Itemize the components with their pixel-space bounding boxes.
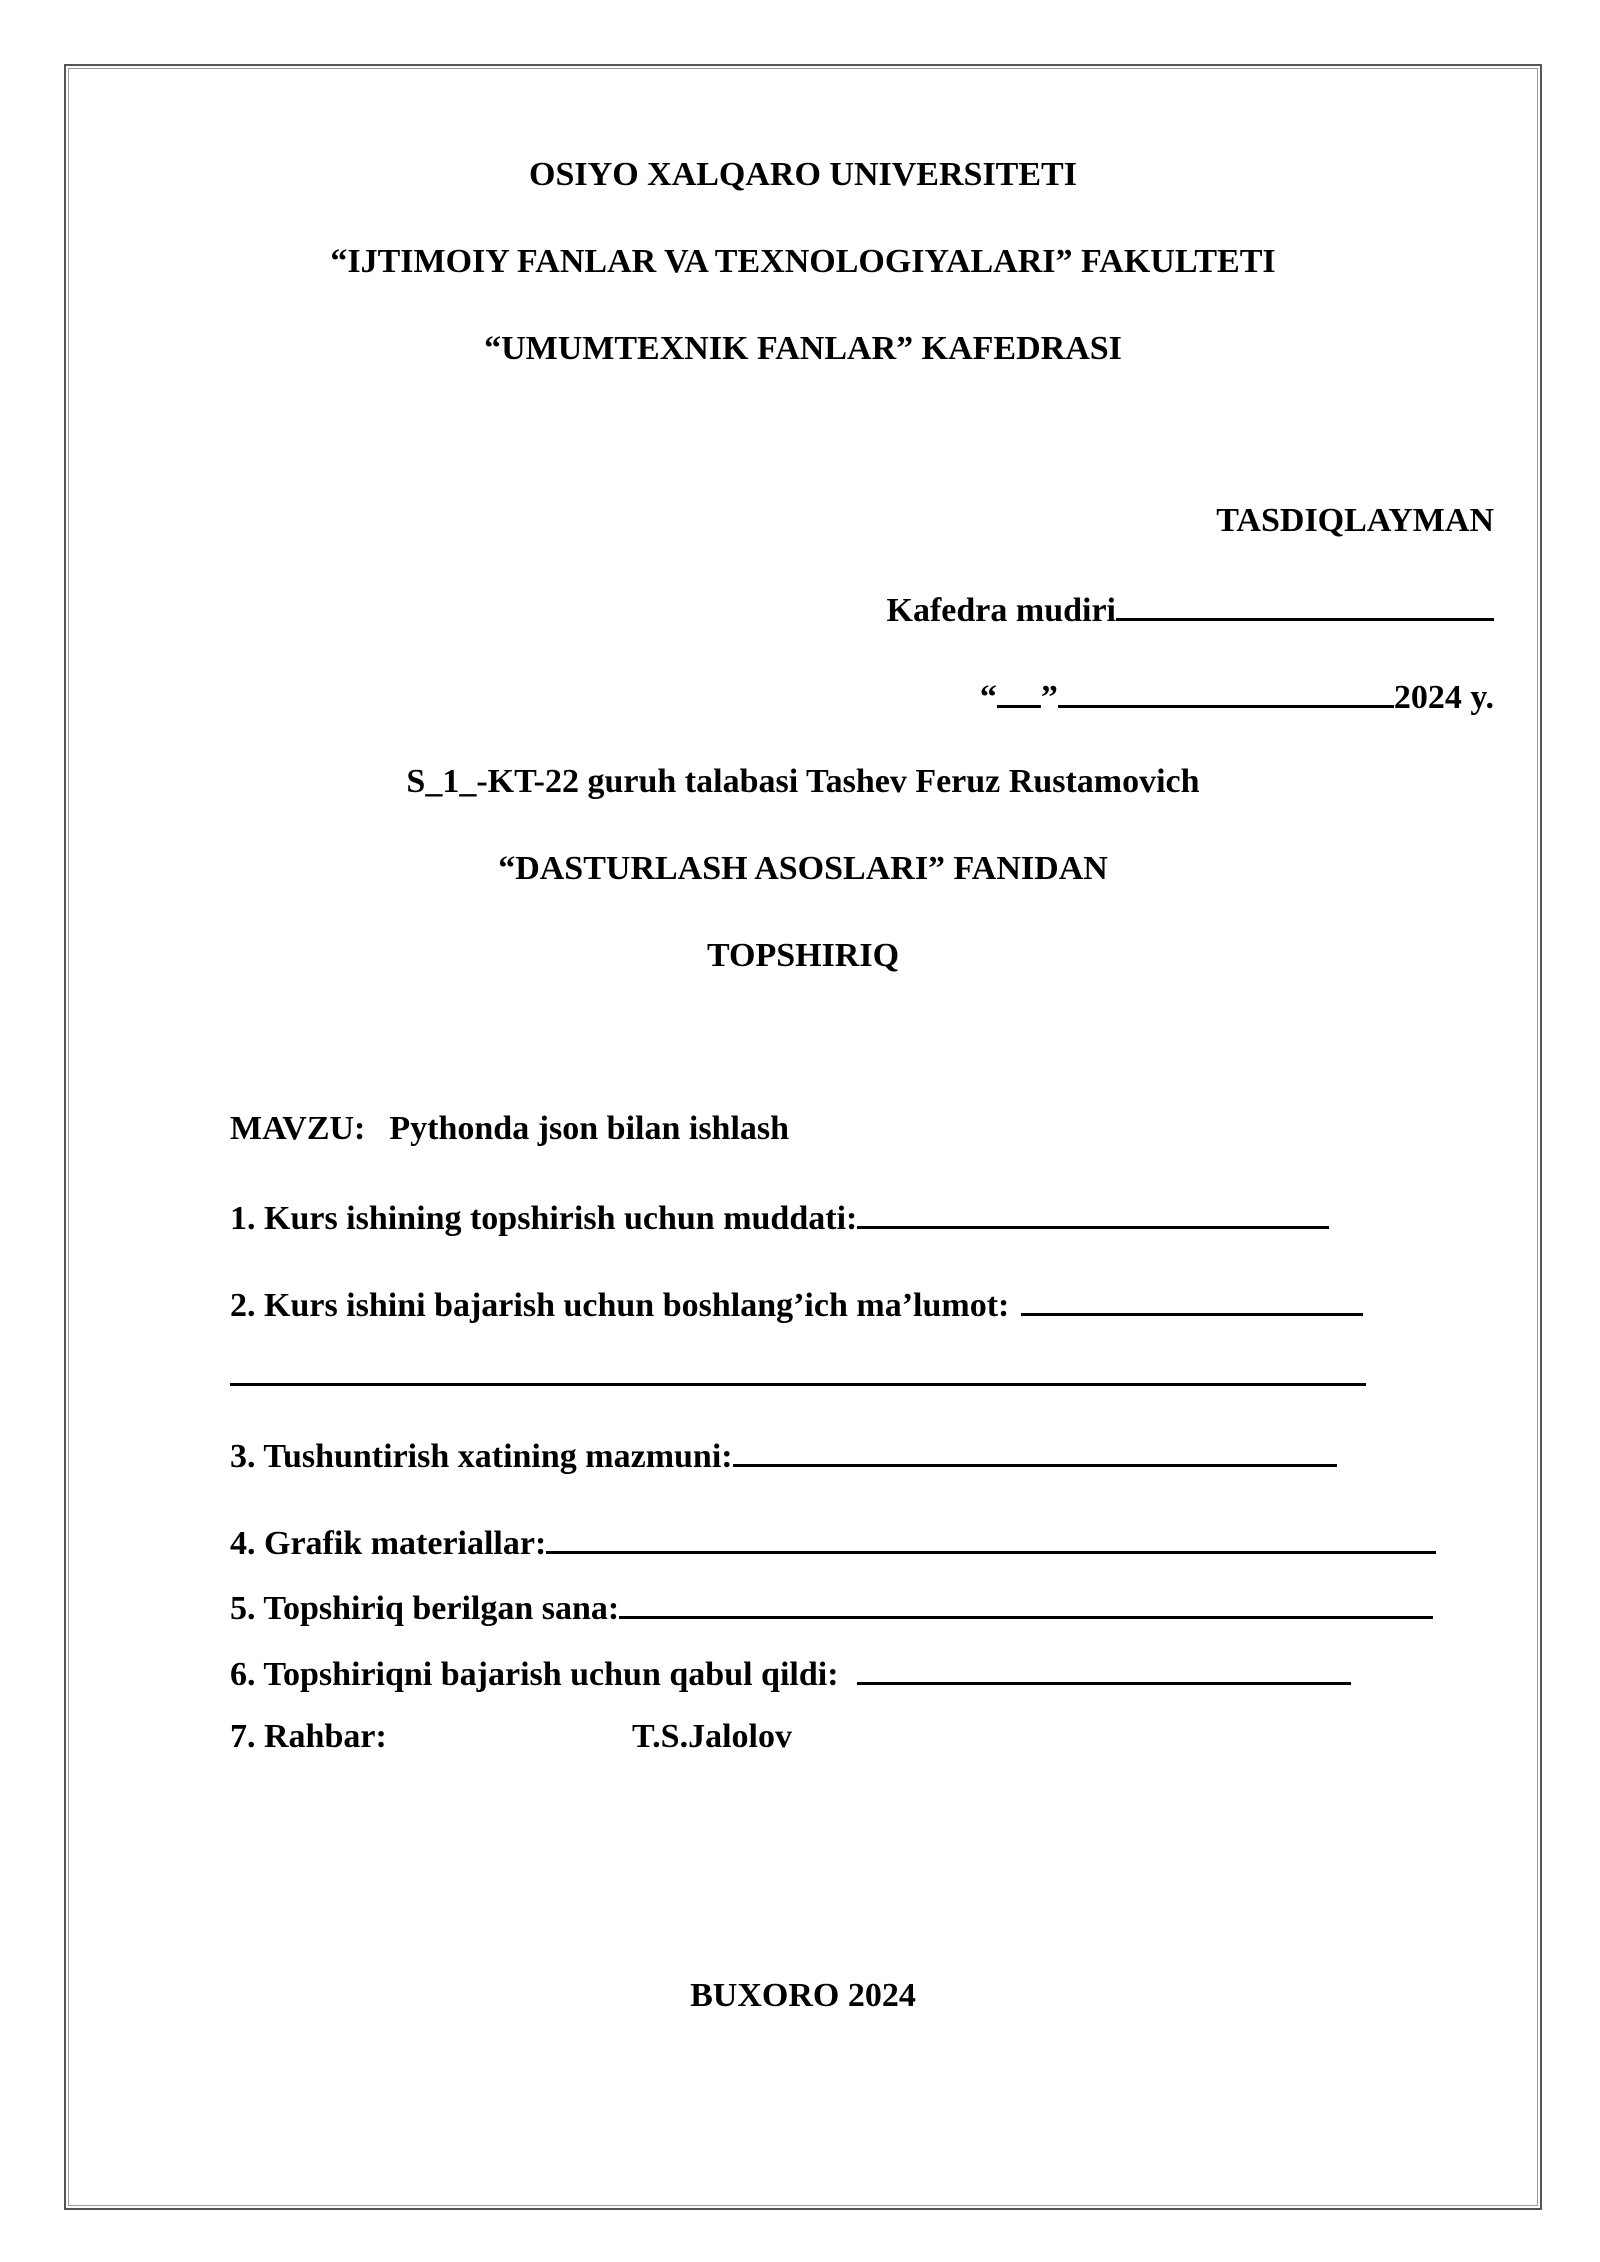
issue-date-blank (619, 1586, 1433, 1619)
item-explanatory-note (230, 1434, 1337, 1477)
item-label: 6. Topshiriqni bajarish uchun qabul qildi: (230, 1656, 839, 1693)
date-close-quote: ” (1040, 679, 1058, 716)
date-open-quote: “ (979, 679, 997, 716)
approval-head-line (887, 588, 1494, 631)
subject-line: “DASTURLASH ASOSLARI” FANIDAN (498, 850, 1108, 887)
graphic-materials-blank (546, 1521, 1436, 1554)
item-label: 1. Kurs ishining topshirish uchun muddati: (230, 1200, 858, 1237)
explanatory-note-blank (733, 1434, 1337, 1467)
topic-value: Pythonda json bilan ishlash (389, 1110, 790, 1147)
topic-label: MAVZU: (230, 1110, 366, 1147)
item-issue-date (230, 1586, 1433, 1629)
month-blank (1058, 675, 1394, 708)
supervisor-name: T.S.Jalolov (632, 1718, 792, 1755)
item-supervisor (230, 1717, 792, 1757)
document-title: TOPSHIRIQ (706, 937, 900, 974)
accepted-by-blank (857, 1652, 1351, 1685)
approval-date-line (980, 675, 1494, 718)
item-initial-data (230, 1283, 1363, 1326)
item-accepted-by (230, 1652, 1351, 1695)
item-label: 2. Kurs ishini bajarish uchun boshlang’ich ma’lumot: (230, 1287, 1010, 1324)
student-line: S_1_-KT-22 guruh talabasi Tashev Feruz Rustamovich (406, 763, 1200, 800)
item-label: 3. Tushuntirish xatining mazmuni: (230, 1438, 733, 1475)
approval-year: 2024 y. (1393, 679, 1494, 716)
item-label: 4. Grafik materiallar: (230, 1525, 547, 1562)
university-name: OSIYO XALQARO UNIVERSITETI (529, 156, 1077, 193)
item-graphic-materials (230, 1521, 1436, 1564)
initial-data-blank (1021, 1283, 1363, 1316)
item-label: 5. Topshiriq berilgan sana: (230, 1590, 620, 1627)
head-of-department-label: Kafedra mudiri (886, 592, 1116, 629)
deadline-blank (857, 1196, 1329, 1229)
faculty-name: “IJTIMOIY FANLAR VA TEXNOLOGIYALARI” FAKULTETI (330, 243, 1276, 280)
initial-data-blank-line-2 (230, 1383, 1366, 1386)
day-blank (997, 675, 1041, 708)
topic-line (230, 1109, 789, 1149)
footer-city-year: BUXORO 2024 (690, 1977, 916, 2014)
approval-title: TASDIQLAYMAN (1216, 502, 1494, 539)
item-deadline (230, 1196, 1329, 1239)
item-label: 7. Rahbar: (230, 1718, 387, 1755)
signature-blank (1116, 588, 1494, 621)
department-name: “UMUMTEXNIK FANLAR” KAFEDRASI (484, 330, 1122, 367)
